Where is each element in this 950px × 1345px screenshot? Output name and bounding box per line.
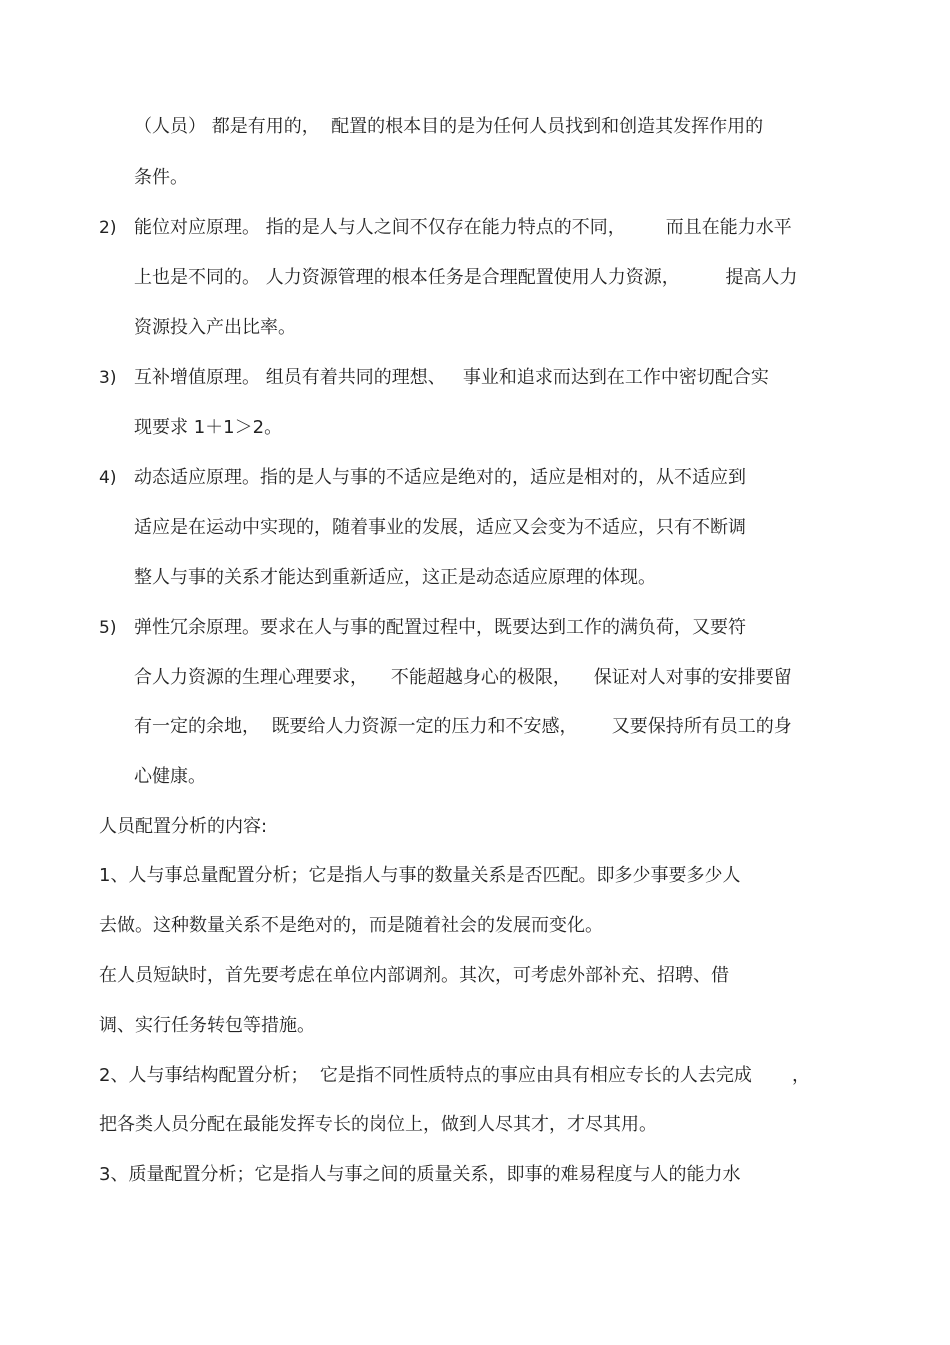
- text-line-6: 互补增值原理。 组员有着共同的理想、 事业和追求而达到在工作中密切配合实: [134, 367, 769, 388]
- text-line-21: 把各类人员分配在最能发挥专长的岗位上，做到人尽其才，才尽其用。: [99, 1114, 657, 1135]
- text-line-8: 动态适应原理。指的是人与事的不适应是绝对的，适应是相对的，从不适应到: [134, 467, 746, 488]
- text-line-13: 有一定的余地， 既要给人力资源一定的压力和不安感， 又要保持所有员工的身: [134, 716, 792, 737]
- list-number-4: 4): [99, 468, 117, 488]
- section-heading: 人员配置分析的内容:: [99, 816, 268, 837]
- list-number-5: 5): [99, 618, 117, 638]
- text-line-12: 合人力资源的生理心理要求， 不能超越身心的极限， 保证对人对事的安排要留: [134, 667, 792, 688]
- text-line-17: 去做。这种数量关系不是绝对的，而是随着社会的发展而变化。: [99, 915, 603, 936]
- text-line-14: 心健康。: [134, 766, 206, 787]
- text-line-11: 弹性冗余原理。要求在人与事的配置过程中，既要达到工作的满负荷，又要符: [134, 617, 746, 638]
- text-line-22: 3、质量配置分析；它是指人与事之间的质量关系，即事的难易程度与人的能力水: [99, 1164, 741, 1185]
- list-number-2: 2): [99, 218, 117, 238]
- text-line-20: 2、人与事结构配置分析； 它是指不同性质特点的事应由具有相应专长的人去完成 ，: [99, 1065, 810, 1086]
- text-line-1: （人员） 都是有用的， 配置的根本目的是为任何人员找到和创造其发挥作用的: [134, 116, 764, 137]
- text-line-16: 1、人与事总量配置分析；它是指人与事的数量关系是否匹配。即多少事要多少人: [99, 865, 741, 886]
- text-line-19: 调、实行任务转包等措施。: [99, 1015, 315, 1036]
- list-number-3: 3): [99, 368, 117, 388]
- text-line-7: 现要求 1＋1＞2。: [134, 417, 283, 438]
- text-line-10: 整人与事的关系才能达到重新适应，这正是动态适应原理的体现。: [134, 567, 656, 588]
- text-line-3: 能位对应原理。 指的是人与人之间不仅存在能力特点的不同， 而且在能力水平: [134, 217, 792, 238]
- text-line-9: 适应是在运动中实现的，随着事业的发展，适应又会变为不适应，只有不断调: [134, 517, 746, 538]
- text-line-4: 上也是不同的。 人力资源管理的根本任务是合理配置使用人力资源， 提高人力: [134, 267, 798, 288]
- text-line-18: 在人员短缺时，首先要考虑在单位内部调剂。其次，可考虑外部补充、招聘、借: [99, 965, 729, 986]
- text-line-2: 条件。: [134, 167, 188, 188]
- text-line-5: 资源投入产出比率。: [134, 317, 296, 338]
